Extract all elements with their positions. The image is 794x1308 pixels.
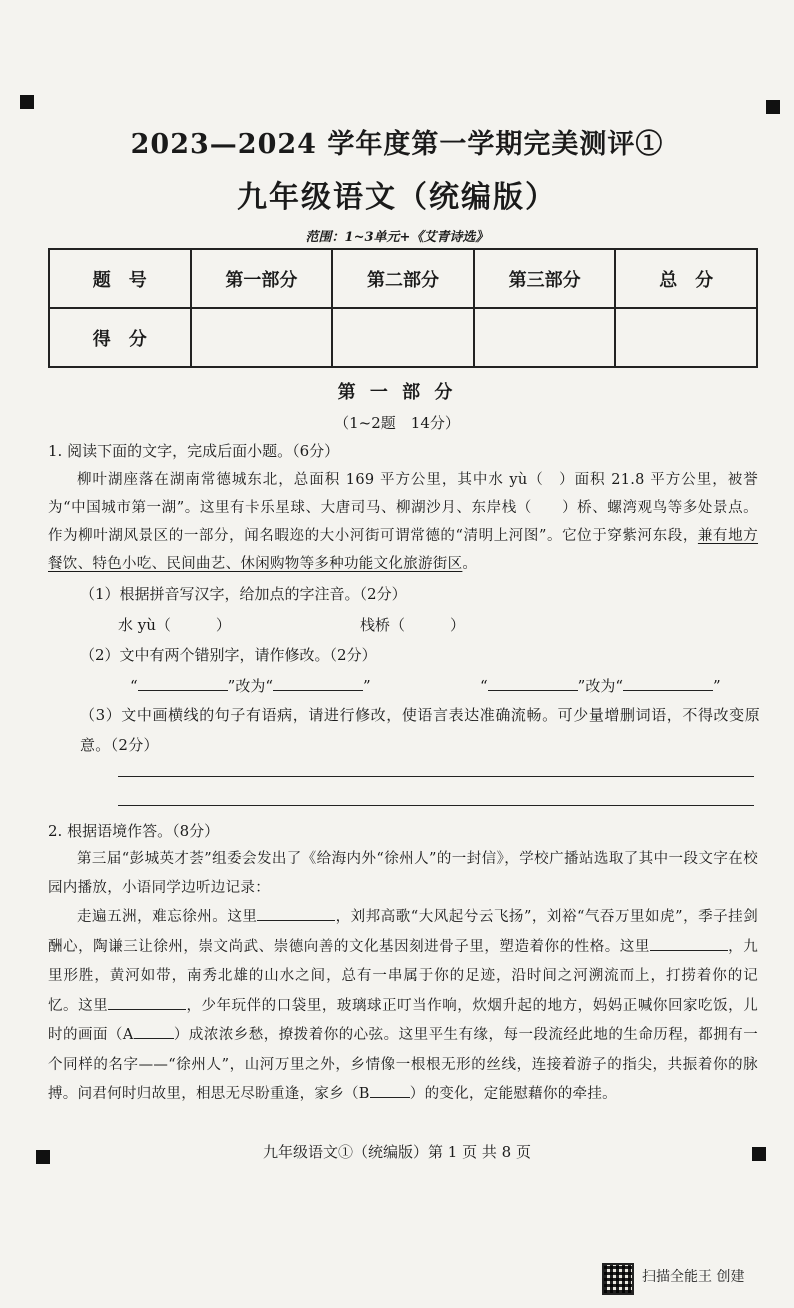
cell-score-label: 得 分: [49, 308, 191, 367]
sub-1-blank-b: 栈桥（ ）: [360, 616, 466, 634]
registration-mark-top-left: [20, 95, 34, 109]
question-1-passage: [48, 466, 758, 578]
page-footer: 九年级语文①（统编版）第 1 页 共 8 页: [263, 1143, 531, 1161]
passage-blank-2[interactable]: [650, 950, 728, 951]
question-1-sub-3: （3）文中画横线的句子有语病，请进行修改，使语言表达准确流畅。可少量增删词语，不得改变原意。（2分）: [80, 706, 760, 754]
cell-total: 总 分: [615, 249, 757, 308]
question-2-stem: 2. 根据语境作答。（8分）: [48, 822, 220, 840]
passage-blank-3[interactable]: [108, 1009, 186, 1010]
sub-2-blank-1[interactable]: [138, 690, 228, 691]
passage-blank-b[interactable]: [370, 1097, 410, 1098]
question-1-stem: 1. 阅读下面的文字，完成后面小题。（6分）: [48, 442, 340, 460]
cell-score-part-three: [474, 308, 616, 367]
sub-2-blank-2[interactable]: [273, 690, 363, 691]
sub-1-blank-a: 水 yù（ ）: [118, 616, 231, 634]
qr-code-icon: [602, 1263, 634, 1295]
score-table: [48, 248, 758, 368]
sub-2-answer-right: “ ”改为“ ”: [480, 677, 721, 695]
sub-2-answer-left: “ ”改为“ ”: [130, 677, 371, 695]
passage-underlined-sentence: 兼有地方餐饮、特色小吃、民间曲艺、休闲购物等多种功能文化旅游街区: [48, 528, 759, 572]
passage-blank-a[interactable]: [134, 1038, 174, 1039]
question-2-passage: 走遍五洲，难忘徐州。这里 ，刘邦高歌“大风起兮云飞扬”，刘裕“气吞万里如虎”，季子挂剑酬心，陶谦三让徐州，崇文尚武、崇德向善的文化基因刻进骨子里，塑造着你的性格。这里 ，九里形胜，黄河如带，南秀北雄的山水之间，总有一串属于你的足迹，沿时间之河溯流而上，打捞着你的记忆。这里 ，少年玩伴的口袋里，玻璃球正叮当作响，炊烟升起的地方，妈妈正喊你回家吃饭，儿时的画面（A ）成浓浓乡愁，撩拨着你的心弦。这里平生有缘，每一段流经此地的生命历程，都拥有一个同样的名字——“徐州人”，山河万里之外，乡情像一根根无形的丝线，连接着游子的指尖，共振着你的脉搏。问君何时归故里，相思无尽盼重逢，家乡（B ）的变化，定能慰藉你的牵挂。: [48, 909, 759, 1102]
exam-title: 2023—2024 学年度第一学期完美测评①: [130, 129, 664, 160]
cell-part-one: 第一部分: [191, 249, 333, 308]
section-one-subtitle: （1~2题 14分）: [334, 414, 460, 432]
exam-subtitle: 九年级语文（统编版）: [237, 180, 557, 215]
cell-score-total: [615, 308, 757, 367]
score-table-score-row: [49, 308, 757, 367]
cell-score-part-one: [191, 308, 333, 367]
passage-text: 柳叶湖座落在湖南常德城东北，总面积 169 平方公里，其中水 yù（ ）面积 21.8 平方公里，被誉为“中国城市第一湖”。这里有卡乐星球、大唐司马、柳湖沙月、东岸栈（ ）桥、螺湾观鸟等多处景点。作为柳叶湖风景区的一部分，闻名暇迩的大小河街可谓常德的“清明上河图”。它位于穿紫河东段，: [48, 472, 758, 544]
cell-question-number: 题 号: [49, 249, 191, 308]
passage-blank-1[interactable]: [257, 920, 335, 921]
section-one-title: 第 一 部 分: [337, 382, 457, 403]
answer-line-2[interactable]: [118, 805, 754, 806]
cell-part-three: 第三部分: [474, 249, 616, 308]
registration-mark-top-right: [766, 100, 780, 114]
sub-2-blank-3[interactable]: [488, 690, 578, 691]
score-table-header-row: [49, 249, 757, 308]
cell-score-part-two: [332, 308, 474, 367]
exam-scope: 范围：1~3单元+《艾青诗选》: [305, 230, 489, 245]
question-2-intro: 第三届“彭城英才荟”组委会发出了《给海内外“徐州人”的一封信》，学校广播站选取了其中一段文字在校园内播放，小语同学边听边记录：: [48, 851, 758, 896]
scanner-watermark: 扫描全能王 创建: [642, 1269, 745, 1285]
question-1-sub-2: （2）文中有两个错别字，请作修改。（2分）: [80, 646, 377, 664]
sub-2-blank-4[interactable]: [623, 690, 713, 691]
answer-line-1[interactable]: [118, 776, 754, 777]
passage-end: 。: [462, 556, 478, 572]
cell-part-two: 第二部分: [332, 249, 474, 308]
question-1-sub-1: （1）根据拼音写汉字，给加点的字注音。（2分）: [80, 585, 407, 603]
